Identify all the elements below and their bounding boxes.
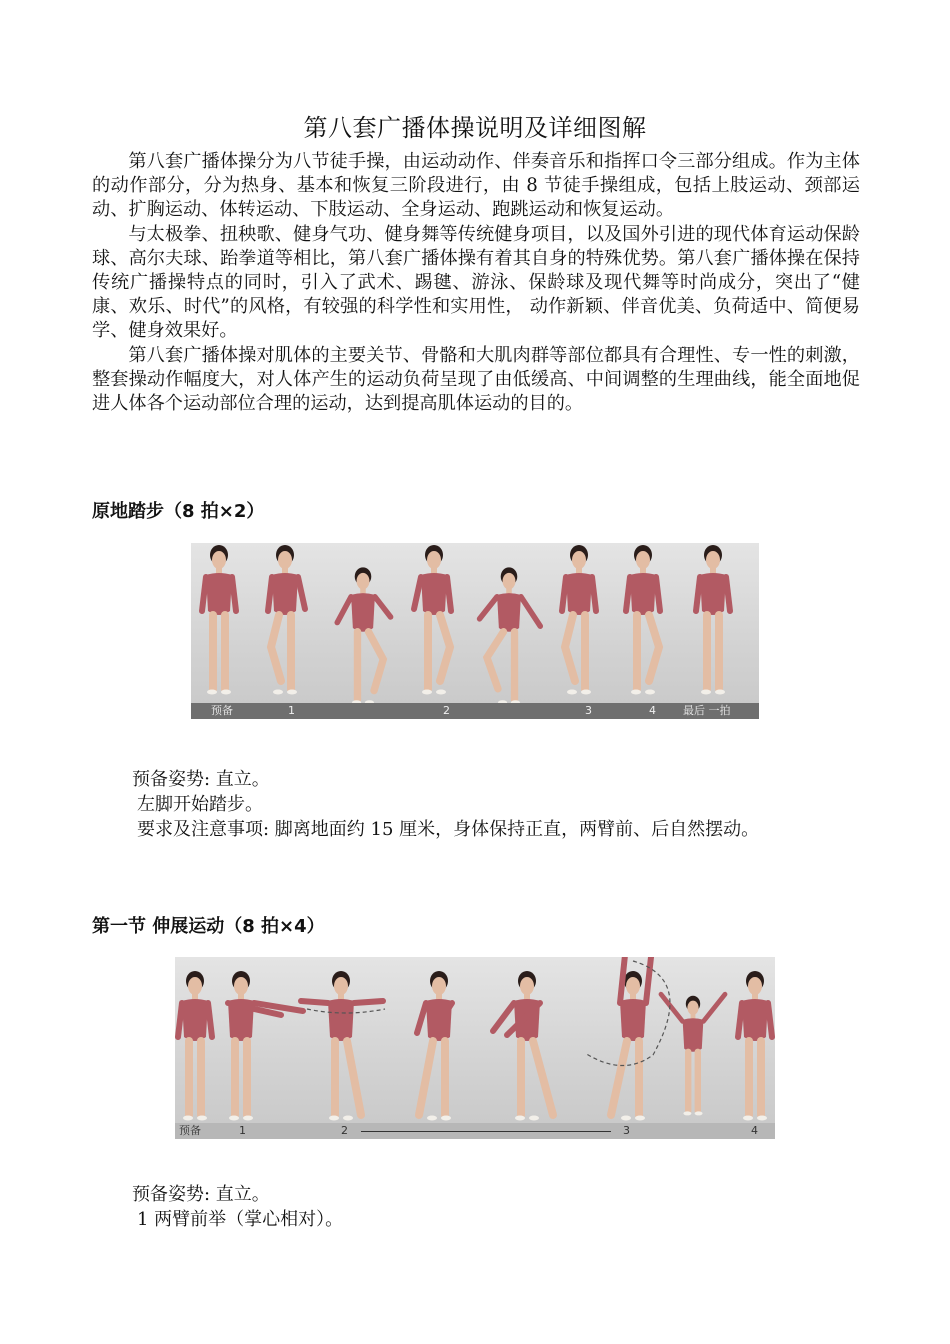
beat-label: 2 bbox=[341, 1124, 348, 1137]
beat-strip bbox=[191, 703, 759, 719]
gymnast-figure bbox=[301, 971, 383, 1121]
gymnast-figure bbox=[661, 994, 725, 1115]
gymnast-figure bbox=[738, 971, 772, 1121]
note-requirements: 要求及注意事项: 脚离地面约 15 厘米，身体保持正直，两臂前、后自然摆动。 bbox=[137, 819, 760, 840]
beat-label: 预备 bbox=[179, 1124, 201, 1137]
beat-label: 2 bbox=[443, 704, 450, 717]
gymnast-figure bbox=[268, 545, 305, 695]
section-heading-marching: 原地踏步（8 拍×2） bbox=[92, 501, 265, 522]
beat-label: 1 bbox=[239, 1124, 246, 1137]
figure-marching-photos bbox=[191, 543, 759, 719]
note-step-1: 1 两臂前举（掌心相对）。 bbox=[137, 1209, 344, 1230]
intro-paragraph-2: 与太极拳、扭秧歌、健身气功、健身舞等传统健身项目，以及国外引进的现代体育运动保龄球、高尔夫球、跆拳道等相比，第八套广播体操有着其自身的特殊优势。第八套广播体操在保持传统广播操特点的同时，引入了武术、踢毽、游泳、保龄球及现代舞等时尚成分，突出了“健康、欢乐、时代”的风格，有较强的科学性和实用性， 动作新颖、伴音优美、负荷适中、简便易学、健身效果好。 bbox=[92, 223, 860, 342]
beat-label: 4 bbox=[649, 704, 656, 717]
beat-label: 4 bbox=[751, 1124, 758, 1137]
page-title: 第八套广播体操说明及详细图解 bbox=[303, 114, 647, 142]
beat-strip bbox=[175, 1123, 775, 1139]
gymnast-figure bbox=[414, 545, 451, 695]
beat-duration-line bbox=[361, 1131, 611, 1132]
beat-label: 3 bbox=[585, 704, 592, 717]
gymnast-figure bbox=[611, 957, 651, 1121]
note-ready-position: 预备姿势: 直立。 bbox=[132, 769, 270, 790]
intro-paragraph-1: 第八套广播体操分为八节徒手操，由运动动作、伴奏音乐和指挥口令三部分组成。作为主体的动作部分，分为热身、基本和恢复三阶段进行，由 8 节徒手操组成，包括上肢运动、颈部运动、扩胸运动、体转运动、下肢运动、全身运动、跑跳运动和恢复运动。 bbox=[92, 151, 860, 221]
gymnast-figure bbox=[562, 545, 596, 695]
marching-figures-illustration bbox=[191, 543, 759, 719]
gymnast-figure bbox=[493, 971, 553, 1121]
beat-label: 3 bbox=[623, 1124, 630, 1137]
beat-label: 预备 bbox=[211, 704, 233, 717]
section-heading-stretch: 第一节 伸展运动（8 拍×4） bbox=[92, 916, 325, 937]
figure-stretch-photos bbox=[175, 957, 775, 1139]
beat-label: 最后 一拍 bbox=[683, 704, 731, 717]
gymnast-figure bbox=[480, 567, 541, 705]
gymnast-figure bbox=[228, 971, 303, 1121]
beat-label: 1 bbox=[288, 704, 295, 717]
note-ready-position: 预备姿势: 直立。 bbox=[132, 1184, 270, 1205]
stretch-figures-illustration bbox=[175, 957, 775, 1139]
gymnast-figure bbox=[202, 545, 236, 695]
intro-text bbox=[92, 150, 860, 416]
gymnast-figure bbox=[337, 567, 390, 705]
note-left-foot: 左脚开始踏步。 bbox=[137, 794, 263, 815]
gymnast-figure bbox=[696, 545, 730, 695]
gymnast-figure bbox=[178, 971, 212, 1121]
gymnast-figure bbox=[626, 545, 660, 695]
gymnast-figure bbox=[417, 971, 452, 1121]
intro-paragraph-3: 第八套广播体操对肌体的主要关节、骨骼和大肌肉群等部位都具有合理性、专一性的刺激，整套操动作幅度大，对人体产生的运动负荷呈现了由低缓高、中间调整的生理曲线，能全面地促进人体各个运动部位合理的运动，达到提高肌体运动的目的。 bbox=[92, 344, 860, 415]
